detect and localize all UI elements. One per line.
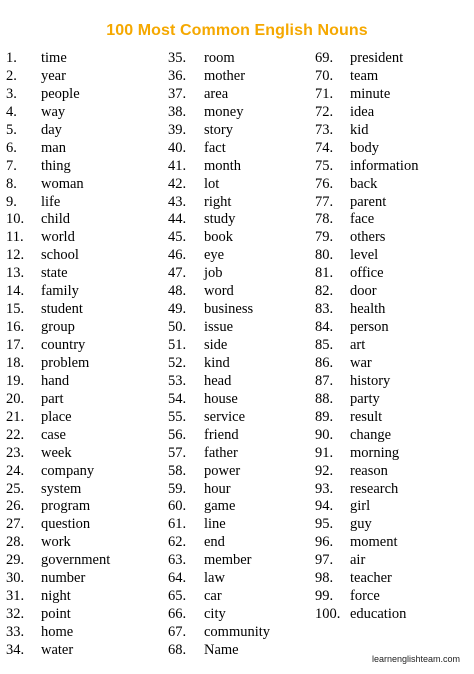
noun-word: company — [41, 462, 95, 479]
noun-number: 68. — [168, 641, 187, 658]
noun-word: home — [41, 624, 74, 640]
noun-word: community — [204, 624, 271, 640]
noun-number: 11. — [6, 229, 24, 246]
noun-word: word — [204, 283, 234, 300]
noun-number: 72. — [315, 103, 334, 120]
noun-word: time — [41, 50, 67, 66]
noun-number: 15. — [6, 301, 25, 318]
noun-word: business — [204, 301, 254, 318]
noun-number: 93. — [315, 480, 334, 497]
noun-word: woman — [41, 175, 84, 192]
noun-number: 29. — [6, 552, 25, 569]
noun-number: 48. — [168, 283, 187, 300]
noun-number: 60. — [168, 498, 187, 515]
noun-word: kind — [204, 354, 230, 371]
noun-word: force — [350, 588, 380, 605]
noun-number: 81. — [315, 265, 334, 282]
noun-number: 84. — [315, 319, 334, 336]
noun-word: head — [204, 372, 232, 389]
noun-word: air — [350, 552, 366, 569]
noun-number: 32. — [6, 606, 25, 623]
noun-word: system — [41, 480, 82, 497]
noun-word: kid — [350, 121, 369, 138]
noun-number: 38. — [168, 103, 187, 120]
noun-number: 62. — [168, 534, 187, 551]
noun-word: question — [41, 516, 91, 533]
noun-word: law — [204, 570, 225, 587]
noun-number: 54. — [168, 390, 187, 407]
noun-word: person — [350, 319, 389, 336]
noun-word: life — [41, 193, 61, 210]
noun-word: parent — [350, 193, 387, 210]
noun-number: 2. — [6, 67, 17, 84]
noun-word: member — [204, 552, 252, 569]
noun-number: 28. — [6, 534, 25, 551]
noun-word: level — [350, 247, 379, 264]
noun-number: 55. — [168, 408, 187, 425]
noun-number: 58. — [168, 462, 187, 479]
noun-number: 23. — [6, 444, 25, 461]
noun-number: 34. — [6, 641, 25, 658]
noun-number: 14. — [6, 283, 25, 300]
noun-number: 67. — [168, 624, 187, 640]
noun-word: water — [41, 641, 74, 658]
noun-word: year — [41, 67, 66, 84]
noun-number: 97. — [315, 552, 334, 569]
noun-word: morning — [350, 444, 400, 461]
noun-number: 39. — [168, 121, 187, 138]
noun-word: girl — [350, 498, 371, 515]
noun-word: school — [41, 247, 79, 264]
noun-word: house — [204, 390, 238, 407]
noun-word: others — [350, 229, 386, 246]
noun-word: president — [350, 50, 404, 66]
noun-number: 1. — [6, 50, 17, 66]
noun-number: 35. — [168, 50, 187, 66]
noun-number: 40. — [168, 139, 187, 156]
noun-number: 85. — [315, 337, 334, 353]
noun-word: research — [350, 480, 399, 497]
noun-word: child — [41, 211, 70, 228]
noun-number: 20. — [6, 390, 25, 407]
noun-word: moment — [350, 534, 398, 551]
noun-word: information — [350, 157, 419, 174]
noun-word: month — [204, 157, 242, 174]
noun-word: result — [350, 408, 383, 425]
noun-word: reason — [350, 462, 388, 479]
noun-word: body — [350, 139, 379, 156]
noun-number: 79. — [315, 229, 334, 246]
noun-number: 24. — [6, 462, 25, 479]
noun-word: Name — [204, 641, 239, 658]
noun-number: 53. — [168, 372, 187, 389]
noun-number: 83. — [315, 301, 334, 318]
noun-word: student — [41, 301, 83, 318]
noun-word: study — [204, 211, 236, 228]
noun-number: 63. — [168, 552, 187, 569]
noun-word: service — [204, 408, 246, 425]
noun-word: man — [41, 139, 66, 156]
noun-word: power — [204, 462, 241, 479]
noun-word: thing — [41, 157, 71, 174]
noun-number: 100. — [315, 606, 341, 623]
noun-word: group — [41, 319, 75, 336]
noun-number: 71. — [315, 85, 334, 102]
noun-word: art — [350, 337, 366, 353]
noun-word: idea — [350, 103, 375, 120]
noun-number: 42. — [168, 175, 187, 192]
noun-number: 77. — [315, 193, 334, 210]
noun-word: room — [204, 50, 235, 66]
noun-number: 82. — [315, 283, 334, 300]
noun-number: 46. — [168, 247, 187, 264]
noun-word: country — [41, 337, 86, 353]
noun-number: 7. — [6, 157, 17, 174]
noun-number: 18. — [6, 354, 25, 371]
noun-number: 99. — [315, 588, 334, 605]
noun-number: 92. — [315, 462, 334, 479]
noun-word: side — [204, 337, 228, 353]
noun-number: 96. — [315, 534, 334, 551]
noun-number: 30. — [6, 570, 25, 587]
noun-number: 4. — [6, 103, 17, 120]
noun-word: government — [41, 552, 111, 569]
noun-word: hour — [204, 480, 231, 497]
noun-word: family — [41, 283, 79, 300]
noun-number: 17. — [6, 337, 25, 353]
noun-word: lot — [204, 175, 220, 192]
noun-number: 33. — [6, 624, 25, 640]
noun-word: people — [41, 85, 80, 102]
noun-number: 25. — [6, 480, 25, 497]
noun-word: day — [41, 121, 62, 138]
noun-word: office — [350, 265, 384, 282]
noun-number: 87. — [315, 372, 334, 389]
noun-number: 10. — [6, 211, 25, 228]
noun-word: car — [204, 588, 222, 605]
noun-number: 52. — [168, 354, 187, 371]
noun-word: fact — [204, 139, 226, 156]
noun-number: 98. — [315, 570, 334, 587]
noun-number: 41. — [168, 157, 187, 174]
noun-word: hand — [41, 372, 70, 389]
noun-number: 64. — [168, 570, 187, 587]
noun-number: 78. — [315, 211, 334, 228]
noun-number: 74. — [315, 139, 334, 156]
noun-number: 95. — [315, 516, 334, 533]
noun-number: 47. — [168, 265, 187, 282]
noun-number: 80. — [315, 247, 334, 264]
noun-number: 44. — [168, 211, 187, 228]
noun-number: 90. — [315, 426, 334, 443]
noun-word: line — [204, 516, 226, 533]
noun-word: state — [41, 265, 68, 282]
noun-word: team — [350, 67, 379, 84]
noun-number: 3. — [6, 85, 17, 102]
noun-word: door — [350, 283, 377, 300]
noun-number: 6. — [6, 139, 17, 156]
noun-word: education — [350, 606, 407, 623]
noun-word: game — [204, 498, 236, 515]
noun-number: 65. — [168, 588, 187, 605]
noun-word: night — [41, 588, 71, 605]
noun-word: money — [204, 103, 244, 120]
noun-number: 49. — [168, 301, 187, 318]
noun-number: 31. — [6, 588, 25, 605]
noun-word: friend — [204, 426, 239, 443]
noun-word: problem — [41, 354, 90, 371]
noun-number: 76. — [315, 175, 334, 192]
noun-number: 86. — [315, 354, 334, 371]
noun-word: mother — [204, 67, 246, 84]
noun-number: 13. — [6, 265, 25, 282]
noun-number: 66. — [168, 606, 187, 623]
noun-word: end — [204, 534, 225, 551]
noun-word: case — [41, 426, 66, 443]
noun-number: 50. — [168, 319, 187, 336]
noun-word: part — [41, 390, 64, 407]
noun-number: 88. — [315, 390, 334, 407]
noun-number: 19. — [6, 372, 25, 389]
noun-word: right — [204, 193, 232, 210]
noun-number: 57. — [168, 444, 187, 461]
noun-word: eye — [204, 247, 225, 264]
noun-word: number — [41, 570, 86, 587]
noun-number: 56. — [168, 426, 187, 443]
noun-word: point — [41, 606, 71, 623]
noun-number: 26. — [6, 498, 25, 515]
noun-word: way — [41, 103, 66, 120]
noun-word: face — [350, 211, 375, 228]
noun-number: 45. — [168, 229, 187, 246]
noun-word: city — [204, 606, 226, 623]
noun-word: job — [204, 265, 223, 282]
noun-word: back — [350, 175, 378, 192]
noun-number: 5. — [6, 121, 17, 138]
noun-number: 43. — [168, 193, 187, 210]
noun-word: world — [41, 229, 75, 246]
noun-word: week — [41, 444, 72, 461]
noun-number: 69. — [315, 50, 334, 66]
noun-number: 91. — [315, 444, 334, 461]
noun-word: work — [41, 534, 71, 551]
noun-word: guy — [350, 516, 372, 533]
noun-word: party — [350, 390, 380, 407]
noun-number: 73. — [315, 121, 334, 138]
noun-word: war — [350, 354, 372, 371]
noun-number: 27. — [6, 516, 25, 533]
noun-word: father — [204, 444, 238, 461]
noun-word: place — [41, 408, 72, 425]
noun-number: 16. — [6, 319, 25, 336]
noun-number: 89. — [315, 408, 334, 425]
page-title: 100 Most Common English Nouns — [106, 22, 368, 39]
noun-number: 94. — [315, 498, 334, 515]
noun-number: 59. — [168, 480, 187, 497]
noun-word: area — [204, 85, 229, 102]
noun-number: 70. — [315, 67, 334, 84]
noun-word: change — [350, 426, 392, 443]
noun-number: 9. — [6, 193, 17, 210]
noun-number: 21. — [6, 408, 25, 425]
noun-number: 12. — [6, 247, 25, 264]
noun-number: 22. — [6, 426, 25, 443]
noun-word: teacher — [350, 570, 392, 587]
noun-word: minute — [350, 85, 391, 102]
noun-number: 37. — [168, 85, 187, 102]
noun-number: 51. — [168, 337, 187, 353]
noun-word: history — [350, 372, 391, 389]
noun-number: 61. — [168, 516, 187, 533]
noun-word: book — [204, 229, 233, 246]
noun-number: 36. — [168, 67, 187, 84]
noun-word: health — [350, 301, 386, 318]
site-credit: learnenglishteam.com — [371, 654, 460, 664]
noun-word: issue — [204, 319, 233, 336]
noun-number: 75. — [315, 157, 334, 174]
noun-word: program — [41, 498, 91, 515]
noun-word: story — [204, 121, 233, 138]
noun-number: 8. — [6, 175, 17, 192]
